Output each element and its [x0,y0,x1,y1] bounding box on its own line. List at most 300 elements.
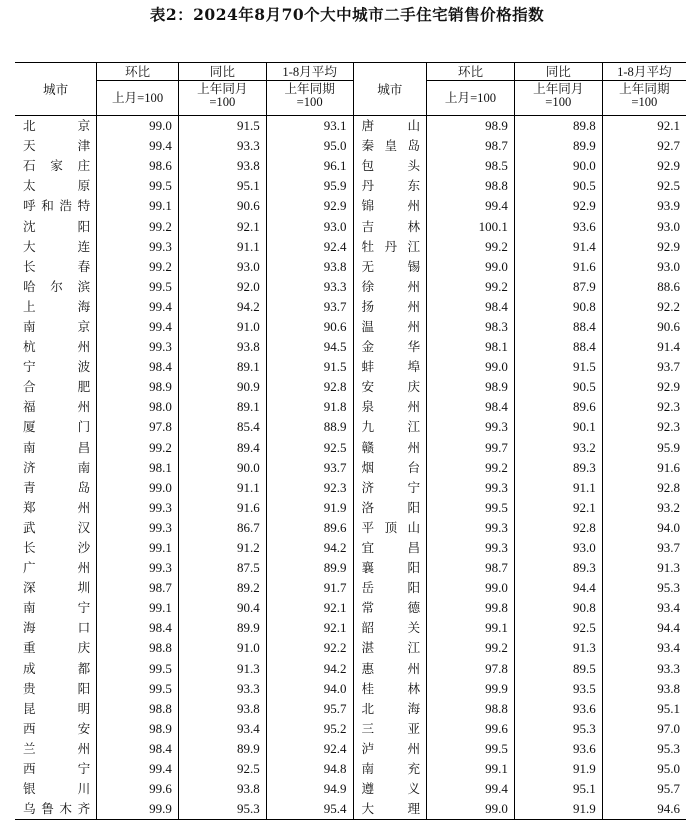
avg-value: 93.0 [602,257,686,277]
city-name: 温 州 [353,317,427,337]
city-name: 襄 阳 [353,558,427,578]
mom-value: 98.9 [427,116,515,137]
avg-value: 95.3 [602,578,686,598]
city-name: 唐 山 [353,116,427,137]
avg-value: 93.9 [602,196,686,216]
yoy-value: 89.6 [514,397,602,417]
mom-value: 99.2 [97,257,179,277]
mom-value: 99.3 [427,478,515,498]
yoy-value: 92.1 [178,216,266,236]
table-row [15,237,686,257]
mom-value: 98.8 [97,638,179,658]
table-row [15,558,686,578]
table-row [15,518,686,538]
mom-value: 99.1 [97,598,179,618]
mom-value: 99.3 [97,337,179,357]
mom-value: 98.4 [97,739,179,759]
mom-value: 99.5 [97,176,179,196]
mom-value: 98.6 [97,156,179,176]
table-row [15,317,686,337]
yoy-value: 91.0 [178,317,266,337]
mom-value: 98.4 [97,618,179,638]
avg-value: 90.6 [266,317,353,337]
table-row [15,156,686,176]
yoy-value: 89.1 [178,357,266,377]
avg-value: 93.0 [602,216,686,236]
yoy-value: 95.3 [178,799,266,820]
mom-value: 99.7 [427,438,515,458]
city-name: 泸 州 [353,739,427,759]
mom-value: 99.1 [427,759,515,779]
city-name: 贵 阳 [23,680,91,696]
mom-value: 99.5 [427,739,515,759]
yoy-value: 90.9 [178,377,266,397]
yoy-value: 90.5 [514,176,602,196]
avg-value: 92.8 [266,377,353,397]
avg-value: 95.7 [266,699,353,719]
mom-base-left: 上月=100 [97,81,179,116]
mom-base-right: 上月=100 [427,81,515,116]
city-name: 海 口 [23,620,91,636]
yoy-value: 87.5 [178,558,266,578]
city-name: 石家庄 [23,158,91,174]
mom-value: 98.8 [97,699,179,719]
city-name: 南 充 [353,759,427,779]
avg-value: 93.2 [602,498,686,518]
city-name: 赣 州 [353,438,427,458]
city-name: 青 岛 [23,479,91,495]
city-name: 杭 州 [23,339,91,355]
city-name: 宜 昌 [353,538,427,558]
avg-value: 95.7 [602,779,686,799]
city-name: 桂 林 [353,679,427,699]
yoy-value: 93.3 [178,679,266,699]
mom-value: 99.5 [97,679,179,699]
city-name: 武 汉 [23,519,91,535]
city-name: 广 州 [23,560,91,576]
avg-header-right: 1-8月平均 [602,63,686,81]
avg-value: 92.4 [266,237,353,257]
city-name: 泉 州 [353,397,427,417]
avg-value: 92.4 [266,739,353,759]
avg-value: 92.2 [602,297,686,317]
avg-value: 94.0 [602,518,686,538]
yoy-value: 93.0 [178,257,266,277]
table-row [15,116,686,137]
yoy-value: 91.1 [178,478,266,498]
yoy-value: 93.8 [178,156,266,176]
yoy-value: 89.5 [514,659,602,679]
yoy-value: 91.2 [178,538,266,558]
avg-value: 94.2 [266,538,353,558]
mom-value: 98.7 [97,578,179,598]
city-name: 无 锡 [353,257,427,277]
yoy-value: 89.9 [178,618,266,638]
city-name: 长 春 [23,258,91,274]
yoy-value: 89.3 [514,458,602,478]
table-row [15,578,686,598]
yoy-value: 90.0 [178,458,266,478]
mom-value: 99.3 [97,498,179,518]
table-row [15,397,686,417]
mom-value: 99.0 [97,478,179,498]
city-name: 牡丹江 [353,237,427,257]
avg-value: 88.9 [266,417,353,437]
yoy-value: 91.3 [178,659,266,679]
table-row [15,196,686,216]
avg-value: 94.2 [266,659,353,679]
mom-value: 99.4 [97,136,179,156]
yoy-value: 93.6 [514,216,602,236]
city-name: 徐 州 [353,277,427,297]
avg-value: 94.8 [266,759,353,779]
mom-value: 98.8 [427,176,515,196]
mom-value: 99.0 [427,257,515,277]
table-row [15,357,686,377]
avg-value: 94.4 [602,618,686,638]
mom-value: 99.4 [427,196,515,216]
yoy-header-right: 同比 [514,63,602,81]
city-name: 福 州 [23,399,91,415]
yoy-value: 89.9 [514,136,602,156]
mom-value: 98.0 [97,397,179,417]
yoy-value: 93.3 [178,136,266,156]
avg-base-right: 上年同期 =100 [602,81,686,116]
mom-value: 98.9 [97,719,179,739]
avg-value: 89.6 [266,518,353,538]
mom-value: 99.4 [97,317,179,337]
table-row [15,699,686,719]
mom-value: 99.2 [427,638,515,658]
city-name: 南 京 [23,318,91,334]
avg-value: 93.3 [602,659,686,679]
city-name: 北 京 [23,118,91,134]
yoy-value: 93.2 [514,438,602,458]
yoy-value: 85.4 [178,417,266,437]
city-name: 常 德 [353,598,427,618]
avg-value: 90.6 [602,317,686,337]
avg-value: 95.0 [602,759,686,779]
city-name: 深 圳 [23,580,91,596]
yoy-value: 91.5 [514,357,602,377]
yoy-base-left: 上年同月 =100 [178,81,266,116]
mom-value: 99.9 [97,799,179,820]
city-name: 西 安 [23,720,91,736]
city-name: 呼和浩特 [23,198,91,214]
city-name: 吉 林 [353,216,427,236]
avg-value: 93.1 [266,116,353,137]
mom-value: 99.9 [427,679,515,699]
avg-value: 96.1 [266,156,353,176]
avg-value: 89.9 [266,558,353,578]
mom-header-left: 环比 [97,63,179,81]
avg-value: 93.4 [602,638,686,658]
yoy-value: 89.4 [178,438,266,458]
table-row [15,176,686,196]
mom-value: 98.7 [427,558,515,578]
yoy-value: 89.9 [178,739,266,759]
yoy-value: 91.1 [178,237,266,257]
mom-value: 99.8 [427,598,515,618]
city-name: 哈尔滨 [23,278,91,294]
mom-value: 99.0 [427,578,515,598]
yoy-value: 93.6 [514,699,602,719]
yoy-value: 88.4 [514,337,602,357]
city-name: 郑 州 [23,499,91,515]
avg-value: 92.9 [266,196,353,216]
mom-value: 99.5 [427,498,515,518]
table-row [15,659,686,679]
mom-value: 98.1 [427,337,515,357]
city-name: 昆 明 [23,700,91,716]
table-row [15,498,686,518]
avg-value: 91.4 [602,337,686,357]
avg-value: 95.0 [266,136,353,156]
city-name: 洛 阳 [353,498,427,518]
yoy-value: 95.1 [178,176,266,196]
avg-value: 91.9 [266,498,353,518]
mom-value: 98.1 [97,458,179,478]
city-name: 宁 波 [23,359,91,375]
avg-value: 94.6 [602,799,686,820]
avg-value: 91.3 [602,558,686,578]
city-header-left: 城市 [15,63,97,116]
yoy-value: 91.6 [178,498,266,518]
avg-value: 95.2 [266,719,353,739]
mom-value: 98.5 [427,156,515,176]
city-name: 韶 关 [353,618,427,638]
avg-value: 93.4 [602,598,686,618]
avg-value: 92.3 [602,397,686,417]
mom-value: 99.6 [427,719,515,739]
yoy-value: 93.8 [178,779,266,799]
avg-value: 92.5 [602,176,686,196]
avg-value: 95.4 [266,799,353,820]
mom-value: 99.4 [97,297,179,317]
yoy-value: 93.0 [514,538,602,558]
mom-value: 99.3 [97,518,179,538]
yoy-value: 91.9 [514,799,602,820]
city-name: 南 昌 [23,439,91,455]
city-name: 平顶山 [353,518,427,538]
city-name: 厦 门 [23,419,91,435]
mom-value: 99.1 [427,618,515,638]
yoy-value: 94.2 [178,297,266,317]
yoy-value: 92.5 [178,759,266,779]
avg-value: 95.9 [602,438,686,458]
table-row [15,739,686,759]
mom-value: 98.9 [97,377,179,397]
city-name: 沈 阳 [23,218,91,234]
table-row [15,719,686,739]
table-row [15,297,686,317]
price-index-table [15,62,686,820]
mom-value: 100.1 [427,216,515,236]
avg-value: 95.1 [602,699,686,719]
avg-value: 88.6 [602,277,686,297]
mom-value: 99.3 [427,538,515,558]
city-name: 锦 州 [353,196,427,216]
table-row [15,799,686,820]
avg-value: 97.0 [602,719,686,739]
city-name: 长 沙 [23,540,91,556]
avg-value: 92.3 [266,478,353,498]
avg-value: 93.8 [266,257,353,277]
mom-value: 99.2 [97,216,179,236]
table-row [15,458,686,478]
table-row [15,638,686,658]
table-row [15,438,686,458]
yoy-value: 91.4 [514,237,602,257]
city-name: 包 头 [353,156,427,176]
table-row [15,216,686,236]
mom-value: 99.3 [97,237,179,257]
avg-value: 92.1 [602,116,686,137]
avg-value: 92.9 [602,377,686,397]
mom-value: 99.3 [97,558,179,578]
yoy-value: 92.1 [514,498,602,518]
mom-value: 99.1 [97,196,179,216]
city-name: 扬 州 [353,297,427,317]
mom-value: 99.5 [97,659,179,679]
table-row [15,417,686,437]
table-row [15,257,686,277]
mom-value: 98.3 [427,317,515,337]
avg-value: 93.7 [266,458,353,478]
mom-value: 99.2 [427,237,515,257]
avg-value: 94.9 [266,779,353,799]
avg-value: 92.1 [266,618,353,638]
yoy-value: 91.1 [514,478,602,498]
table-row [15,679,686,699]
yoy-value: 88.4 [514,317,602,337]
mom-value: 98.4 [97,357,179,377]
yoy-value: 93.8 [178,699,266,719]
avg-value: 95.3 [602,739,686,759]
yoy-value: 94.4 [514,578,602,598]
city-name: 西 宁 [23,761,91,777]
city-name: 银 川 [23,781,91,797]
city-name: 济 宁 [353,478,427,498]
mom-value: 99.3 [427,417,515,437]
city-name: 成 都 [23,660,91,676]
city-name: 大 理 [353,799,427,820]
avg-value: 95.9 [266,176,353,196]
avg-value: 93.7 [266,297,353,317]
city-name: 重 庆 [23,640,91,656]
mom-value: 97.8 [427,659,515,679]
table-row [15,337,686,357]
mom-value: 98.4 [427,397,515,417]
yoy-value: 90.4 [178,598,266,618]
avg-value: 93.8 [602,679,686,699]
yoy-value: 90.1 [514,417,602,437]
avg-value: 92.1 [266,598,353,618]
yoy-value: 89.8 [514,116,602,137]
table-row [15,779,686,799]
yoy-value: 92.8 [514,518,602,538]
mom-value: 99.2 [427,277,515,297]
mom-header-right: 环比 [427,63,515,81]
avg-value: 94.5 [266,337,353,357]
avg-value: 91.5 [266,357,353,377]
yoy-header-left: 同比 [178,63,266,81]
avg-value: 91.7 [266,578,353,598]
avg-value: 92.3 [602,417,686,437]
city-name: 三 亚 [353,719,427,739]
yoy-value: 91.0 [178,638,266,658]
yoy-value: 86.7 [178,518,266,538]
table-row [15,759,686,779]
avg-base-left: 上年同期 =100 [266,81,353,116]
yoy-value: 89.2 [178,578,266,598]
mom-value: 99.3 [427,518,515,538]
city-name: 秦皇岛 [353,136,427,156]
table-row [15,618,686,638]
city-name: 太 原 [23,178,91,194]
yoy-value: 91.3 [514,638,602,658]
table-body [15,116,686,820]
table-row [15,478,686,498]
yoy-value: 87.9 [514,277,602,297]
mom-value: 99.0 [427,799,515,820]
city-header-right: 城市 [353,63,427,116]
yoy-value: 91.6 [514,257,602,277]
mom-value: 98.8 [427,699,515,719]
yoy-value: 93.5 [514,679,602,699]
yoy-base-right: 上年同月 =100 [514,81,602,116]
avg-value: 92.9 [602,237,686,257]
yoy-value: 89.3 [514,558,602,578]
city-name: 合 肥 [23,379,91,395]
yoy-value: 89.1 [178,397,266,417]
city-name: 大 连 [23,238,91,254]
city-name: 南 宁 [23,600,91,616]
mom-value: 98.7 [427,136,515,156]
avg-value: 92.8 [602,478,686,498]
mom-value: 99.4 [427,779,515,799]
yoy-value: 90.6 [178,196,266,216]
city-name: 丹 东 [353,176,427,196]
mom-value: 99.6 [97,779,179,799]
city-name: 济 南 [23,459,91,475]
city-name: 北 海 [353,699,427,719]
table-row [15,598,686,618]
avg-value: 92.9 [602,156,686,176]
city-name: 金 华 [353,337,427,357]
city-name: 惠 州 [353,659,427,679]
yoy-value: 90.8 [514,297,602,317]
table-row [15,377,686,397]
mom-value: 99.2 [97,438,179,458]
avg-value: 91.8 [266,397,353,417]
mom-value: 99.0 [427,357,515,377]
city-name: 九 江 [353,417,427,437]
avg-value: 93.3 [266,277,353,297]
yoy-value: 93.6 [514,739,602,759]
city-name: 乌鲁木齐 [15,799,97,820]
table-title: 表2：2024年8月70个大中城市二手住宅销售价格指数 [149,5,545,24]
table-row [15,136,686,156]
avg-value: 93.7 [602,357,686,377]
mom-value: 98.4 [427,297,515,317]
yoy-value: 90.5 [514,377,602,397]
mom-value: 99.1 [97,538,179,558]
avg-value: 91.6 [602,458,686,478]
yoy-value: 92.5 [514,618,602,638]
mom-value: 99.5 [97,277,179,297]
mom-value: 99.4 [97,759,179,779]
